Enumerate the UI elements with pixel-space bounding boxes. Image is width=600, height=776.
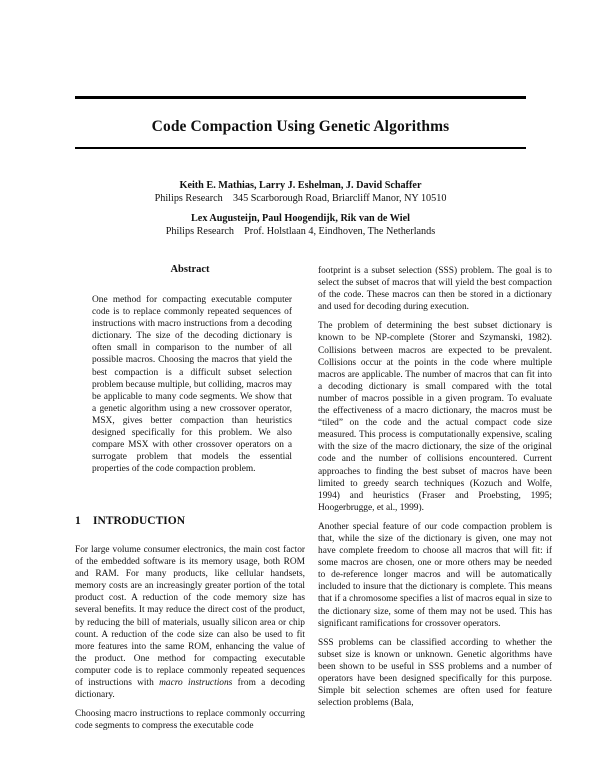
author-names-2: Lex Augusteijn, Paul Hoogendijk, Rik van de Wiel [191, 213, 410, 224]
author-block-1 [75, 179, 526, 205]
right-paragraph-4: SSS problems can be classified according to whether the subset size is known or unknown. Genetic algorithms have been shown to be useful in SSS problems and a number of operators have been designed specifically for this purpose. Simple bit selection schemes are often used for feature selection problems (Bala, [318, 637, 552, 709]
right-paragraph-3: Another special feature of our code compaction problem is that, while the size of the dictionary is given, one may not have complete freedom to choose all macros that will fit: if some macros are chosen, one or more others may be needed to de-reference longer macros and will be automatically included to insure that the dictionary is complete. This means that if a chromosome specifies a list of macros equal in size to the dictionary size, some of them may not be used. This has significant ramifications for crossover operators. [318, 521, 552, 629]
emphasis-macro-instructions: macro instructions [159, 678, 233, 689]
right-paragraph-1: footprint is a subset selection (SSS) problem. The goal is to select the subset of macros that will yield the best compaction of the code. These macros can then be stored in a dictionary and used for decoding during execution. [318, 266, 552, 313]
author-names-1: Keith E. Mathias, Larry J. Eshelman, J. David Schaffer [179, 180, 422, 191]
author-affiliation-2: Philips Research Prof. Holstlaan 4, Eindhoven, The Netherlands [165, 226, 436, 237]
left-column-body [75, 544, 305, 739]
author-block-2 [75, 212, 526, 238]
section-heading-introduction [75, 515, 185, 527]
intro-paragraph-1: For large volume consumer electronics, the main cost factor of the embedded software is its memory usage, both ROM and RAM. For many products, like cellular handsets, memory costs are an increasingly greater portion of the total product cost. A reduction of the code memory size has several benefits. It may reduce the direct cost of the product, by reducing the bill of materials, usually silicon area or chip count. A reduction of the code size can also be used to fit more features into the same ROM, enhancing the value of the product. One method for compacting executable computer code is to replace commonly repeated sequences of instructions with macro instructions from a decoding dictionary. [75, 545, 305, 701]
intro-paragraph-2: Choosing macro instructions to replace commonly occurring code segments to compress the executable code [75, 709, 305, 732]
abstract-heading: Abstract [170, 264, 210, 275]
section-number: 1 [75, 515, 81, 527]
abstract-text: One method for compacting executable computer code is to replace commonly repeated sequences of instructions with macro instructions from a decoding dictionary. The size of the decoding dictionary is often small in comparison to the number of all possible macros. Choosing the macros that yield the best compaction is a difficult subset selection problem because multiple, but colliding, macros may be applicable to many code segments. We show that a genetic algorithm using a new crossover operator, MSX, gives better compaction than heuristics designed specifically for this problem. We also compare MSX with other crossover operators on a surrogate problem that models the essential properties of the code compaction problem. [92, 295, 292, 475]
top-rule [75, 96, 526, 99]
title-bottom-rule [75, 147, 526, 149]
paper-title: Code Compaction Using Genetic Algorithms [151, 118, 450, 135]
author-affiliation-1: Philips Research 345 Scarborough Road, Briarcliff Manor, NY 10510 [154, 193, 447, 204]
right-paragraph-2: The problem of determining the best subset dictionary is known to be NP-complete (Storer and Szymanski, 1982). Collisions between macros are expected to be prevalent. Collisions occur at the points in the code where multiple macros are applicable. The number of macros that can fit into a decoding dictionary is small compared with the total number of macros possible in a given program. To evaluate the effectiveness of a macro dictionary, the macros must be “tiled” on the code and the actual compact code size measured. This process is computationally expensive, scaling with the size of the macro dictionary, the size of the original code and the number of collisions encountered. Current approaches to finding the best subset of macros have been limited to greedy search techniques (Kozuch and Wolfe, 1994) and heuristics (Fraser and Proebsting, 1995; Hoogerbrugge, et al., 1999). [318, 321, 552, 513]
section-title: INTRODUCTION [93, 515, 186, 527]
right-column-body [318, 265, 552, 716]
